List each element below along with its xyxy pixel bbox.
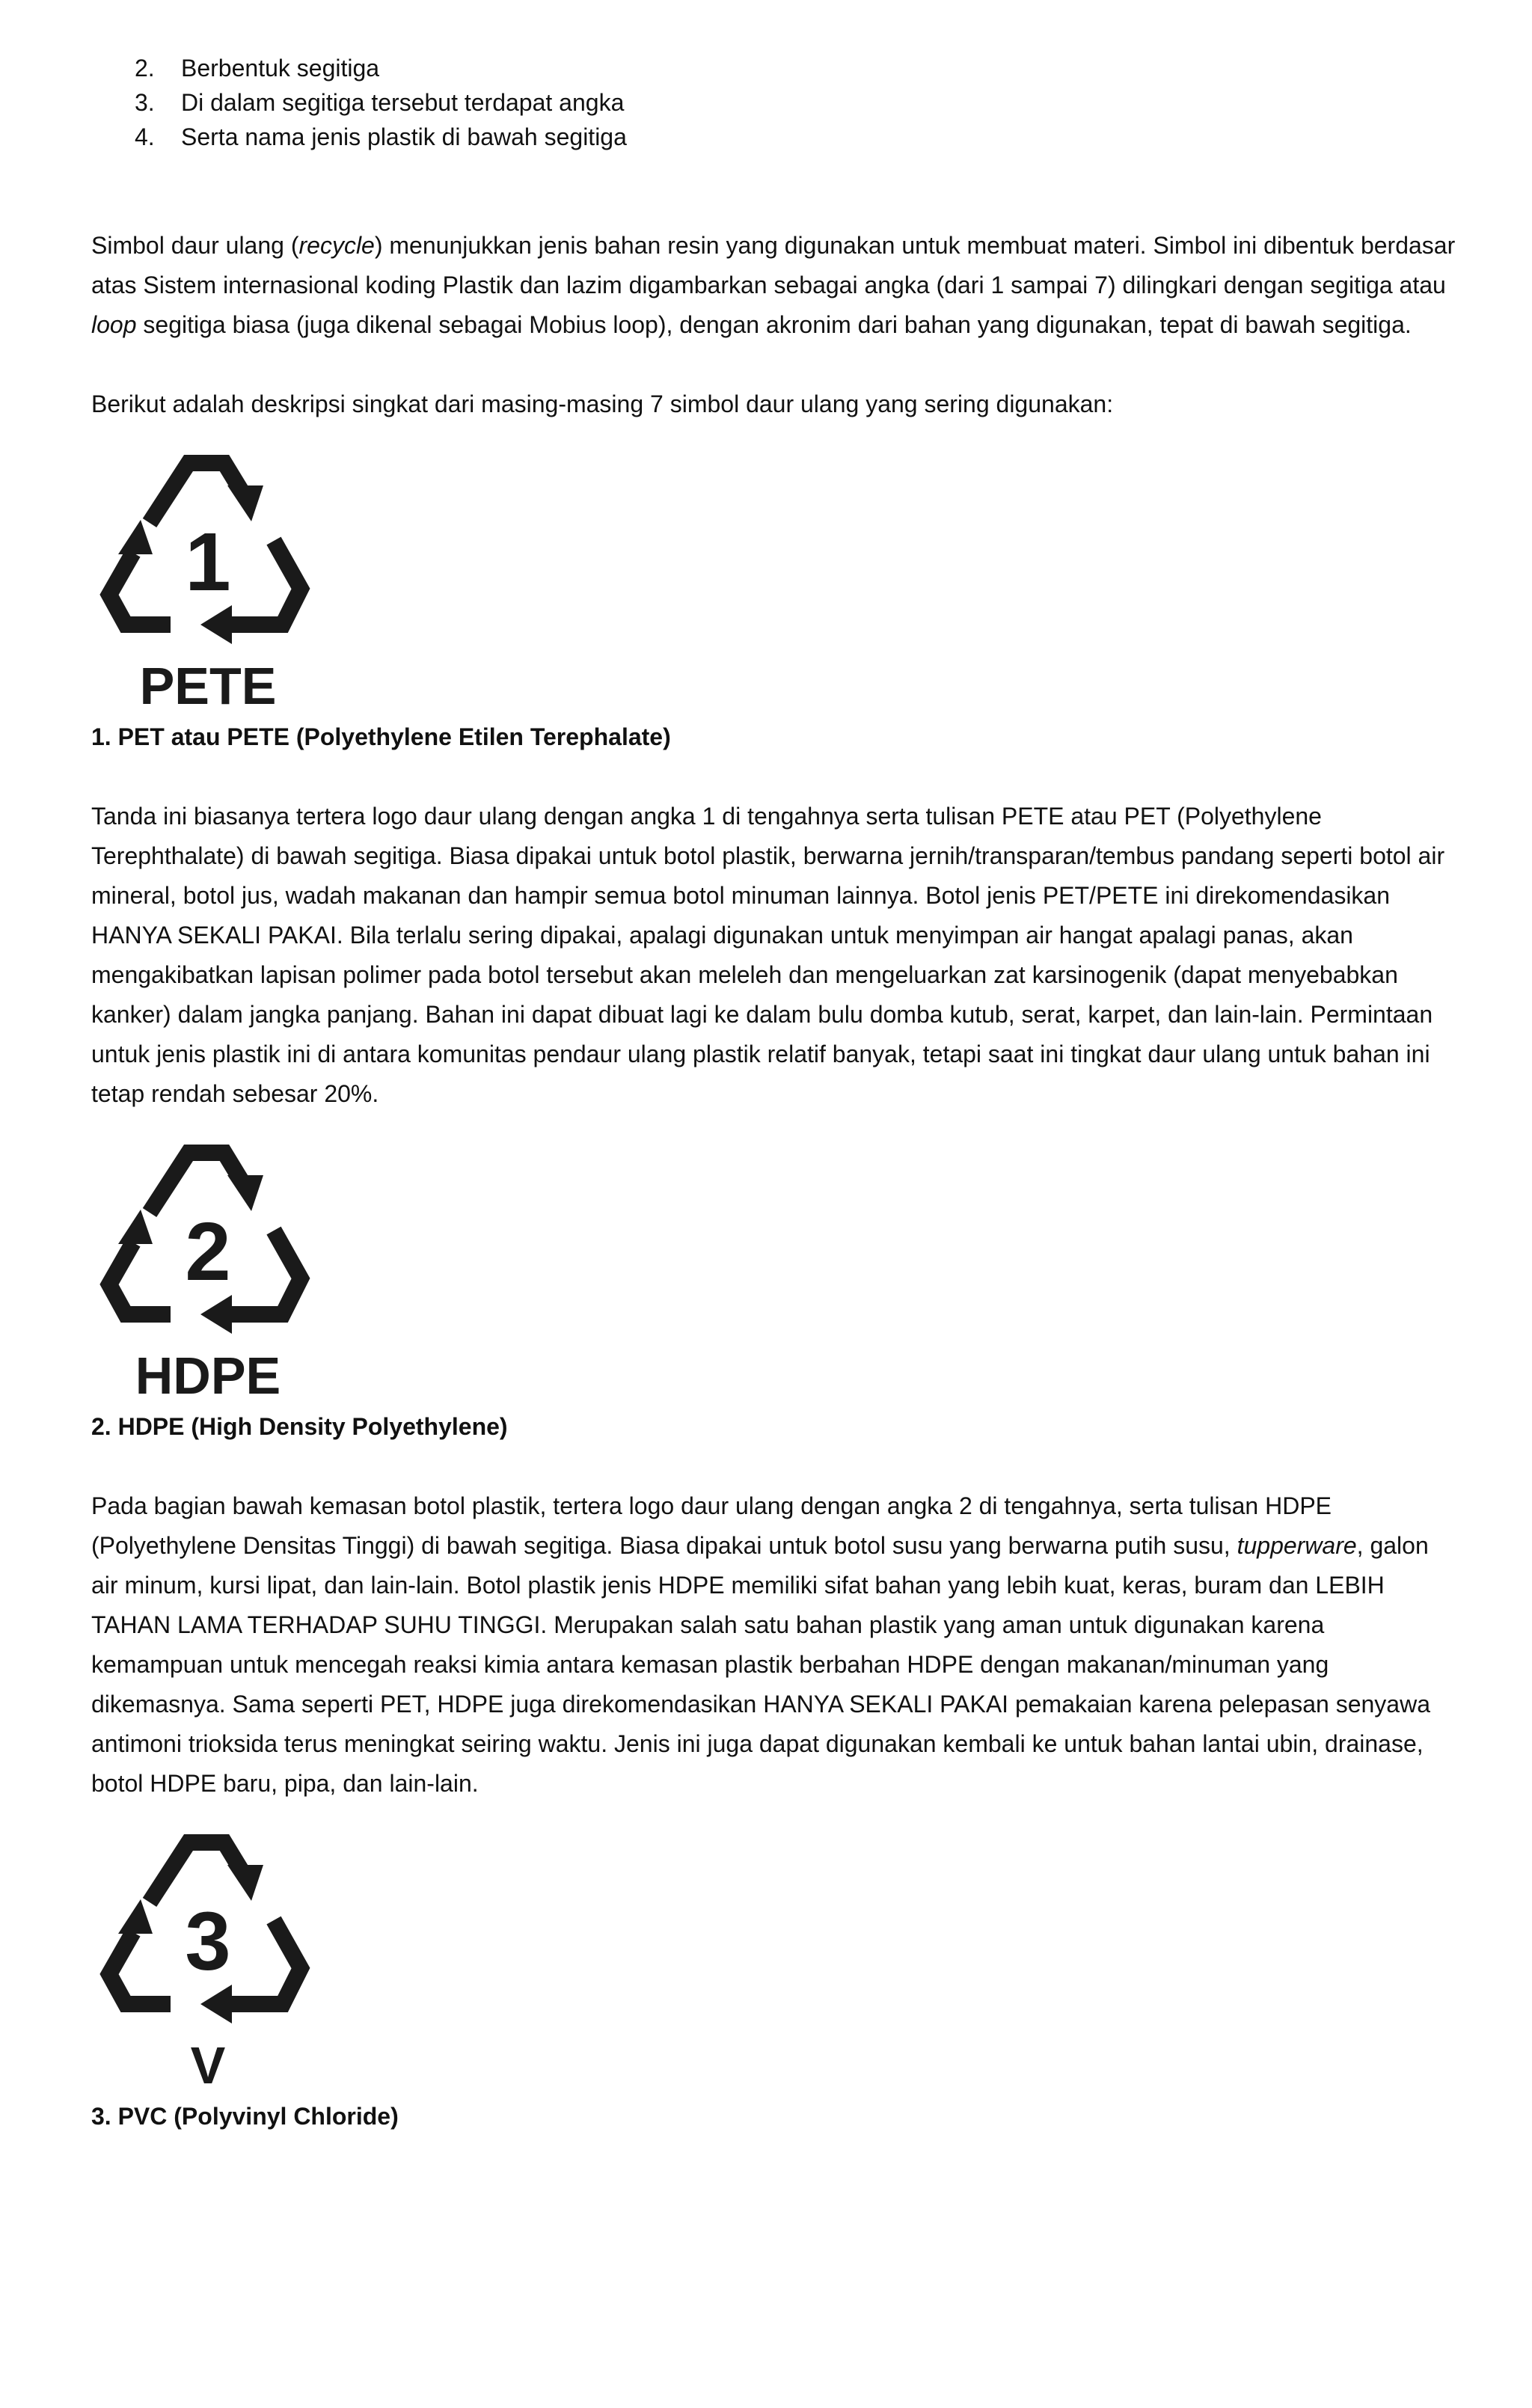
recycle-triangle-icon <box>96 1130 320 1407</box>
symbol-label: V <box>190 2036 226 2095</box>
intro-paragraph: Simbol daur ulang (recycle) menunjukkan jenis bahan resin yang digunakan untuk membuat materi. Simbol ini dibentuk berdasar atas Sistem internasional koding Plastik dan lazim digambarkan sebagai angka (dari 1 sampai 7) dilingkari dengan segitiga atau loop segitiga biasa (juga dikenal sebagai Mobius loop), dengan akronim dari bahan yang digunakan, tepat di bawah segitiga. <box>91 232 1456 338</box>
symbol-label: PETE <box>139 657 277 715</box>
summary-paragraph: Berikut adalah deskripsi singkat dari masing-masing 7 simbol daur ulang yang sering digunakan: <box>91 390 1114 417</box>
section-heading-hdpe: 2. HDPE (High Density Polyethylene) <box>91 1413 508 1440</box>
list-text: Berbentuk segitiga <box>181 55 380 82</box>
section-body-hdpe: Pada bagian bawah kemasan botol plastik, tertera logo daur ulang dengan angka 2 di tengahnya, serta tulisan HDPE (Polyethylene Densitas Tinggi) di bawah segitiga. Biasa dipakai untuk botol susu yang berwarna putih susu, tupperware, galon air minum, kursi lipat, dan lain-lain. Botol plastik jenis HDPE memiliki sifat bahan yang lebih kuat, keras, buram dan LEBIH TAHAN LAMA TERHADAP SUHU TINGGI. Merupakan salah satu bahan plastik yang aman untuk digunakan karena kemampuan untuk mencegah reaksi kimia antara kemasan plastik berbahan HDPE dengan makanan/minuman yang dikemasnya. Sama seperti PET, HDPE juga direkomendasikan HANYA SEKALI PAKAI pemakaian karena pelepasan senyawa antimoni trioksida terus meningkat seiring waktu. Jenis ini juga dapat digunakan kembali ke untuk bahan lantai ubin, drainase, botol HDPE baru, pipa, dan lain-lain. <box>91 1492 1430 1797</box>
list-text: Di dalam segitiga tersebut terdapat angka <box>181 89 625 116</box>
recycle-triangle-icon <box>96 1820 320 2097</box>
symbol-number: 2 <box>185 1206 231 1298</box>
list-number: 3. <box>135 89 155 116</box>
recycle-symbol-pvc <box>96 1820 320 2097</box>
symbol-number: 1 <box>185 516 231 608</box>
intro-list <box>91 51 1460 154</box>
section-heading-pvc: 3. PVC (Polyvinyl Chloride) <box>91 2103 399 2130</box>
recycle-symbol-pete <box>96 441 320 717</box>
list-number: 4. <box>135 123 155 150</box>
symbol-label: HDPE <box>135 1347 281 1405</box>
list-item <box>135 85 1460 120</box>
recycle-triangle-icon <box>96 441 320 717</box>
list-item <box>135 51 1460 85</box>
recycle-symbol-hdpe <box>96 1130 320 1407</box>
list-item <box>135 120 1460 154</box>
symbol-number: 3 <box>185 1896 231 1988</box>
list-text: Serta nama jenis plastik di bawah segitiga <box>181 123 627 150</box>
list-number: 2. <box>135 55 155 82</box>
section-body-pete: Tanda ini biasanya tertera logo daur ulang dengan angka 1 di tengahnya serta tulisan PETE atau PET (Polyethylene Terephthalate) di bawah segitiga. Biasa dipakai untuk botol plastik, berwarna jernih/transparan/tembus pandang seperti botol air mineral, botol jus, wadah makanan dan hampir semua botol minuman lainnya. Botol jenis PET/PETE ini direkomendasikan HANYA SEKALI PAKAI. Bila terlalu sering dipakai, apalagi digunakan untuk menyimpan air hangat apalagi panas, akan mengakibatkan lapisan polimer pada botol tersebut akan meleleh dan mengeluarkan zat karsinogenik (dapat menyebabkan kanker) dalam jangka panjang. Bahan ini dapat dibuat lagi ke dalam bulu domba kutub, serat, karpet, dan lain-lain. Permintaan untuk jenis plastik ini di antara komunitas pendaur ulang plastik relatif banyak, tetapi saat ini tingkat daur ulang untuk bahan ini tetap rendah sebesar 20%. <box>91 803 1445 1107</box>
section-heading-pete: 1. PET atau PETE (Polyethylene Etilen Terephalate) <box>91 723 671 750</box>
document-page <box>91 51 1460 2136</box>
